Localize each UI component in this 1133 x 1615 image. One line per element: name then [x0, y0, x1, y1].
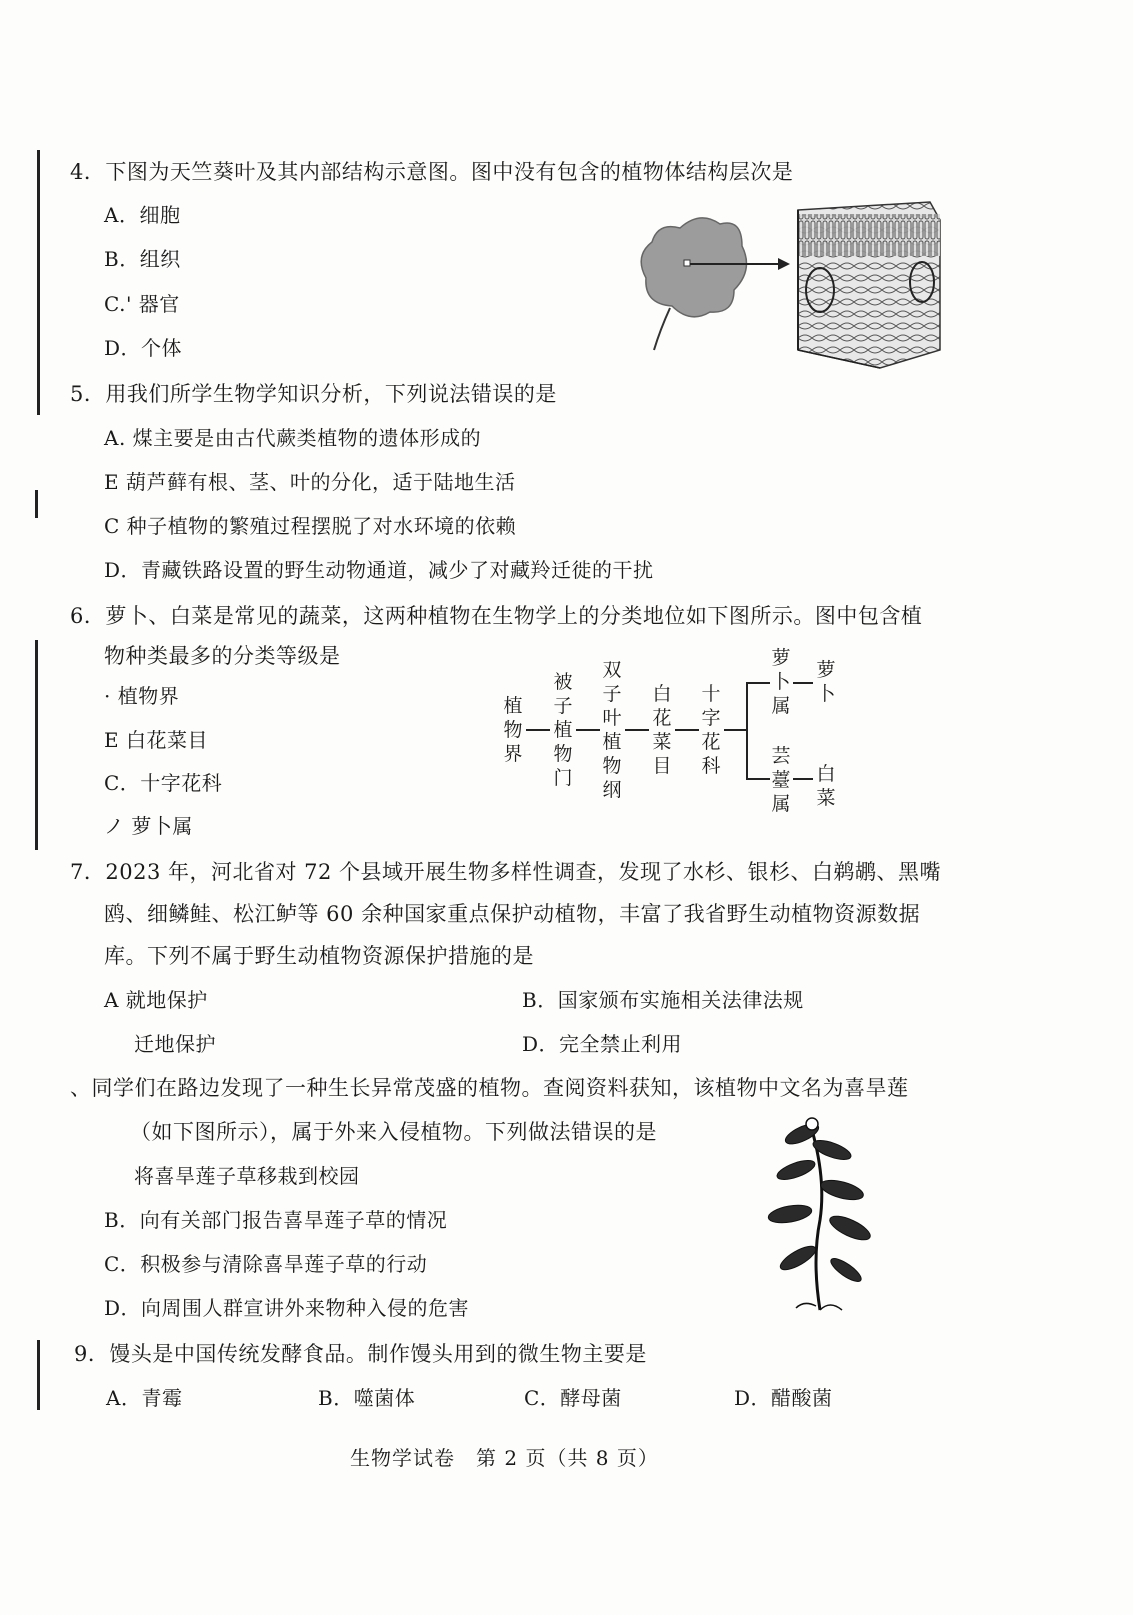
leaf-structure-figure — [630, 200, 950, 370]
question-5-option-d: D．青藏铁路设置的野生动物通道，减少了对藏羚迁徙的干扰 — [104, 558, 654, 582]
question-9-option-b: B．噬菌体 — [318, 1386, 416, 1410]
question-4-option-b: B．组织 — [104, 247, 181, 271]
question-7-stem-line3: 库。下列不属于野生动植物资源保护措施的是 — [104, 944, 534, 968]
taxon-phylum: 被 子 植 物 门 — [553, 671, 573, 789]
question-8-option-c: C．积极参与清除喜旱莲子草的行动 — [104, 1252, 428, 1276]
question-4-option-c: C.' 器官 — [104, 292, 180, 316]
connector-line — [793, 778, 813, 780]
connector-line — [793, 682, 813, 684]
taxon-species-radish: 萝 卜 — [816, 659, 836, 705]
taxon-class: 双 子 叶 植 物 纲 — [602, 659, 622, 801]
question-6-option-b: E 白花菜目 — [104, 728, 208, 752]
connector-line — [746, 682, 748, 780]
question-5-option-b: E 葫芦藓有根、茎、叶的分化，适于陆地生活 — [104, 470, 516, 494]
question-7-stem-line1: 7．2023 年，河北省对 72 个县域开展生物多样性调查，发现了水杉、银杉、白鹈鹕、黑嘴 — [70, 860, 942, 884]
question-7-option-a: A 就地保护 — [104, 988, 208, 1012]
page-footer: 生物学试卷 第 2 页（共 8 页） — [350, 1446, 659, 1470]
taxon-family: 十 字 花 科 — [701, 683, 721, 777]
question-5-option-a: A. 煤主要是由古代蕨类植物的遗体形成的 — [104, 426, 482, 450]
question-7-stem-line2: 鸥、细鳞鲑、松江鲈等 60 余种国家重点保护动植物，丰富了我省野生动植物资源数据 — [104, 902, 921, 926]
margin-line — [35, 640, 38, 850]
question-4-option-d: D．个体 — [104, 336, 183, 360]
question-7-option-d: D．完全禁止利用 — [522, 1032, 683, 1056]
margin-line — [37, 1340, 40, 1410]
alligator-weed-plant-icon — [760, 1110, 880, 1320]
connector-line — [724, 729, 746, 731]
taxon-kingdom: 植 物 界 — [503, 695, 523, 765]
leaf-icon — [641, 218, 746, 350]
question-4-stem: 4．下图为天竺葵叶及其内部结构示意图。图中没有包含的植物体结构层次是 — [70, 160, 794, 184]
taxon-species-cabbage: 白 菜 — [816, 763, 836, 809]
question-9-option-a: A．青霉 — [106, 1386, 183, 1410]
connector-line — [675, 729, 699, 731]
connector-line — [526, 729, 550, 731]
question-6-option-d: ノ 萝卜属 — [104, 814, 193, 838]
question-7-option-b: B．国家颁布实施相关法律法规 — [522, 988, 804, 1012]
connector-line — [746, 682, 770, 684]
question-8-stem-line2: （如下图所示），属于外来入侵植物。下列做法错误的是 — [130, 1120, 657, 1144]
question-9-stem: 9．馒头是中国传统发酵食品。制作馒头用到的微生物主要是 — [74, 1342, 647, 1366]
question-5-option-c: C 种子植物的繁殖过程摆脱了对水环境的依赖 — [104, 514, 517, 538]
question-9-option-c: C．酵母菌 — [524, 1386, 622, 1410]
connector-line — [746, 778, 770, 780]
taxon-order: 白 花 菜 目 — [652, 683, 672, 777]
question-6-stem-line1: 6．萝卜、白菜是常见的蔬菜，这两种植物在生物学上的分类地位如下图所示。图中包含植 — [70, 604, 923, 628]
connector-line — [625, 729, 649, 731]
question-6-option-a: · 植物界 — [104, 684, 180, 708]
question-6-stem-line2: 物种类最多的分类等级是 — [104, 644, 341, 668]
question-6-option-c: C．十字花科 — [104, 771, 223, 795]
taxon-genus-radish: 萝 卜 属 — [771, 647, 791, 717]
question-4-option-a: A．细胞 — [104, 203, 181, 227]
connector-line — [576, 729, 600, 731]
cross-section-icon — [798, 202, 940, 368]
question-8-option-d: D．向周围人群宣讲外来物种入侵的危害 — [104, 1296, 470, 1320]
question-8-stem-line1: 、同学们在路边发现了一种生长异常茂盛的植物。查阅资料获知，该植物中文名为喜旱莲 — [70, 1076, 909, 1100]
question-5-stem: 5．用我们所学生物学知识分析，下列说法错误的是 — [70, 382, 557, 406]
question-9-option-d: D．醋酸菌 — [734, 1386, 833, 1410]
taxon-genus-cabbage: 芸 薹 属 — [771, 745, 791, 815]
question-8-option-b: B．向有关部门报告喜旱莲子草的情况 — [104, 1208, 448, 1232]
question-8-option-a: 将喜旱莲子草移栽到校园 — [134, 1164, 360, 1188]
margin-line — [37, 150, 40, 415]
question-7-option-c: 迁地保护 — [134, 1032, 216, 1056]
margin-line — [35, 490, 38, 518]
